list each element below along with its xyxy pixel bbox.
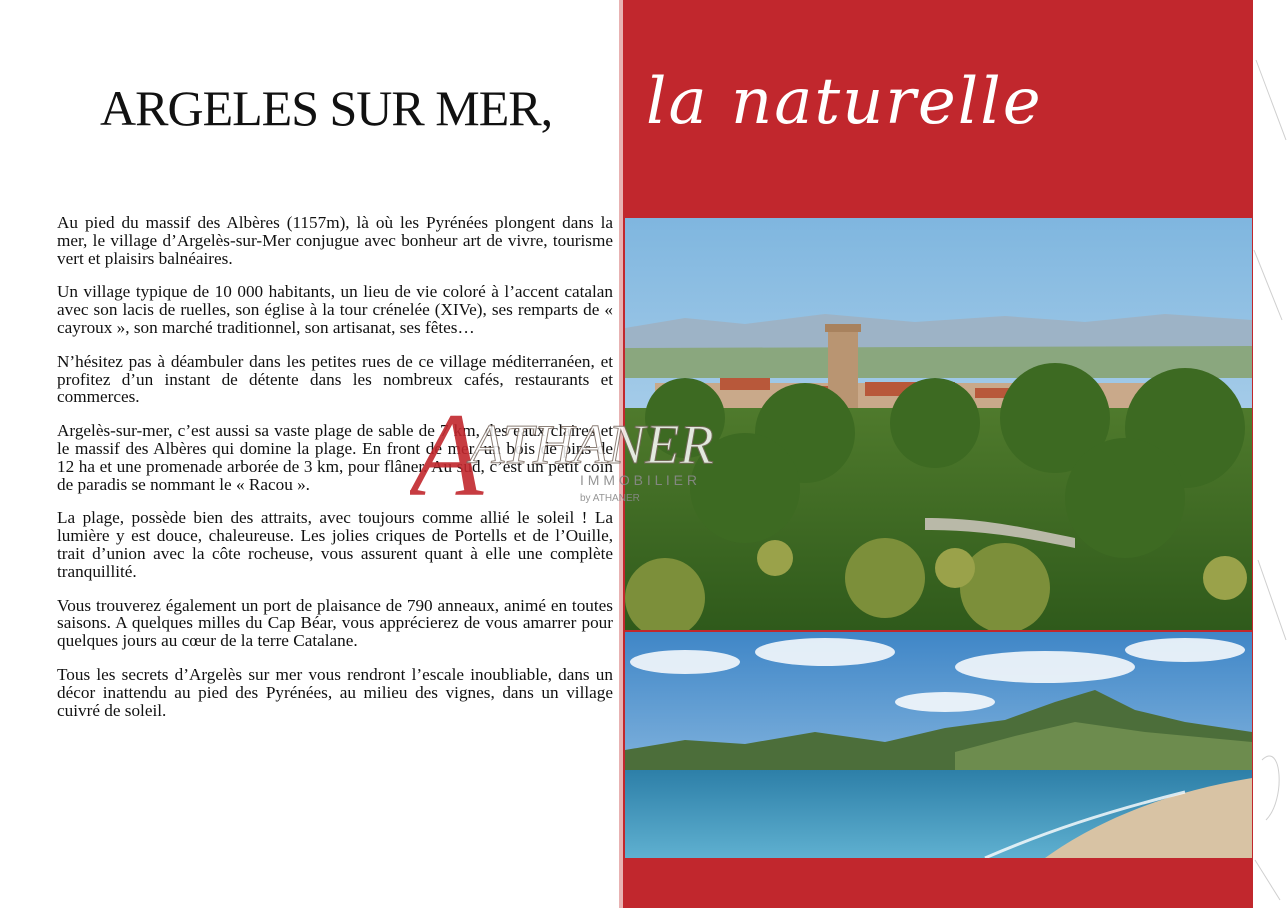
paragraph: Un village typique de 10 000 habitants, un lieu de vie coloré à l’accent catalan avec son lacis de ruelles, son église à la tour crénelée (XIVe), ses remparts de « cayroux », son marché traditionnel, son artisanat, ses fêtes… [57, 282, 613, 337]
margin-sketch-decoration [1252, 0, 1288, 908]
logo-initial: A [410, 395, 484, 521]
page-subtitle-script: la naturelle [646, 65, 1043, 139]
paragraph: N’hésitez pas à déambuler dans les petites rues de ce village méditerranéen, et profitez d’un instant de détente dans les nombreux cafés, restaurants et commerces. [57, 351, 613, 407]
logo-subline: I M M O B I L I E R [580, 472, 697, 488]
paragraph: Tous les secrets d’Argelès sur mer vous rendront l’escale inoubliable, dans un décor inattendu au pied des Pyrénées, au milieu des vignes, dans un village cuivré de soleil. [57, 664, 613, 720]
page-title: ARGELES SUR MER, [100, 80, 553, 136]
paragraph: Argelès-sur-mer, c’est aussi sa vaste plage de sable de 7 km, des eaux claires et le massif des Albères qui domine la plage. En front de mer, un bois de pins de 12 ha et une promenade arborée de 3 km, pour flâner. Au sud, c’est un petit coin de paradis se nommant le « Racou ». [57, 421, 613, 494]
logo-tagline: by ATHANER [580, 493, 640, 504]
paragraph: Vous trouverez également un port de plaisance de 790 anneaux, animé en toutes saisons. A quelques milles du Cap Béar, vous apprécierez de vous amarrer pour quelques jours au cœur de la terre Catalane. [57, 595, 613, 651]
logo-brand-text: ATHANER [470, 414, 714, 476]
athaner-watermark-logo [410, 395, 890, 525]
beach-photo [625, 632, 1252, 858]
paragraph: La plage, possède bien des attraits, avec toujours comme allié le soleil ! La lumière y est douce, chaleureuse. Les jolies criques de Portells et de l’Ouille, trait d’union avec la côte rocheuse, vous assurent quant à elle une complète tranquillité. [57, 508, 613, 581]
paragraph: Au pied du massif des Albères (1157m), là où les Pyrénées plongent dans la mer, le village d’Argelès-sur-Mer conjugue avec bonheur art de vivre, tourisme vert et plaisirs balnéaires. [57, 213, 613, 268]
